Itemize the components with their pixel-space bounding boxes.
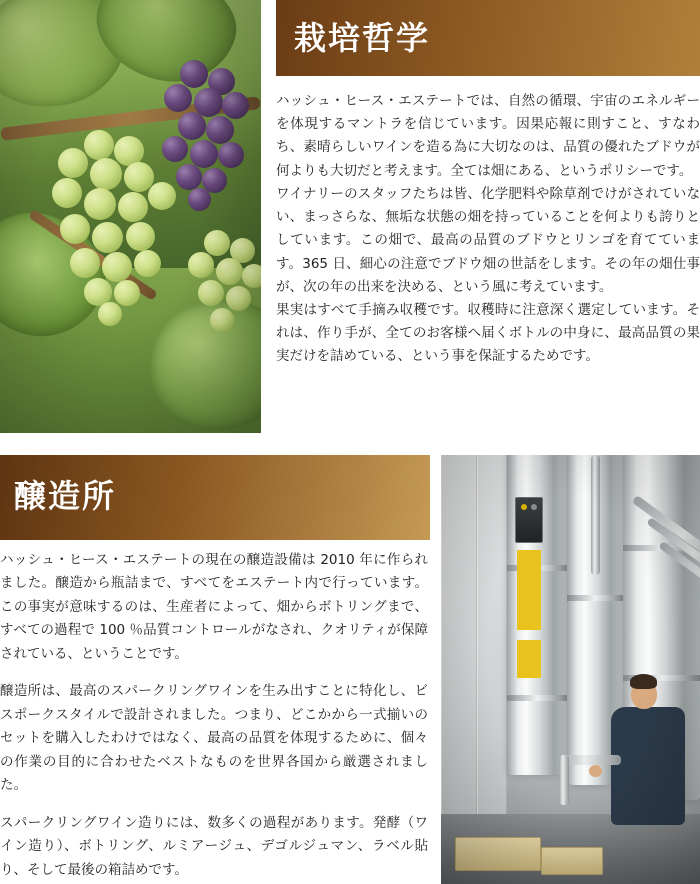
paragraph: ハッシュ・ヒース・エステートでは、自然の循環、宇宙のエネルギーを体現するマントラを信じています。因果応報に則すこと、すなわち、素晴らしいワインを造る為に大切なのは、品質の優れたブドウが何よりも大切だと考えます。全ては畑にある、というポリシーです。 <box>276 93 700 179</box>
paragraph: スパークリングワイン造りには、数多くの過程があります。発酵（ワイン造り）、ボトリング、ルミアージュ、デゴルジュマン、ラベル貼り、そして最後の箱詰めです。 <box>0 814 428 878</box>
section-one-title: 栽培哲学 <box>294 19 431 57</box>
photo-vignette <box>0 0 261 433</box>
section-two-title: 醸造所 <box>14 477 117 515</box>
paragraph: 果実はすべて手摘み収穫です。収穫時に注意深く選定しています。それは、作り手が、全てのお客様へ届くボトルの中身に、最高品質の果実だけを詰めている、という事を保証するためです。 <box>276 301 700 365</box>
winery-tanks-worker-photo <box>441 455 700 884</box>
section-two-header-banner <box>0 455 430 540</box>
section-two-body <box>0 549 428 882</box>
paragraph: ハッシュ・ヒース・エステートの現在の醸造設備は 2010 年に作られました。醸造から瓶詰まで、すべてをエステート内で行っています。この事実が意味するのは、生産者によって、畑からボトリングまで、すべての過程で 100 ％品質コントロールがなされ、クオリティが保障されている、ということです。 <box>0 552 428 662</box>
paragraph: ワイナリーのスタッフたちは皆、化学肥料や除草剤でけがされていない、まっさらな、無垢な状態の畑を持っていることを何よりも誇りとしています。この畑で、最高の品質のブドウとリンゴを育てています。365 日、細心の注意でブドウ畑の世話をします。その年の畑仕事が、次の年の出来を決める、という風に考えています。 <box>276 185 700 295</box>
section-winery <box>0 455 700 884</box>
photo-vignette <box>441 455 700 884</box>
paragraph: 醸造所は、最高のスパークリングワインを生み出すことに特化し、ビスポークスタイルで設計されました。つまり、どこかから一式揃いのセットを購入したわけではなく、最高の品質を体現するために、個々の作業の目的に合わせたベストなものを世界各国から厳選されました。 <box>0 683 428 794</box>
grapes-vineyard-photo <box>0 0 261 433</box>
section-one-body <box>276 90 700 369</box>
section-one-header-banner <box>276 0 700 76</box>
